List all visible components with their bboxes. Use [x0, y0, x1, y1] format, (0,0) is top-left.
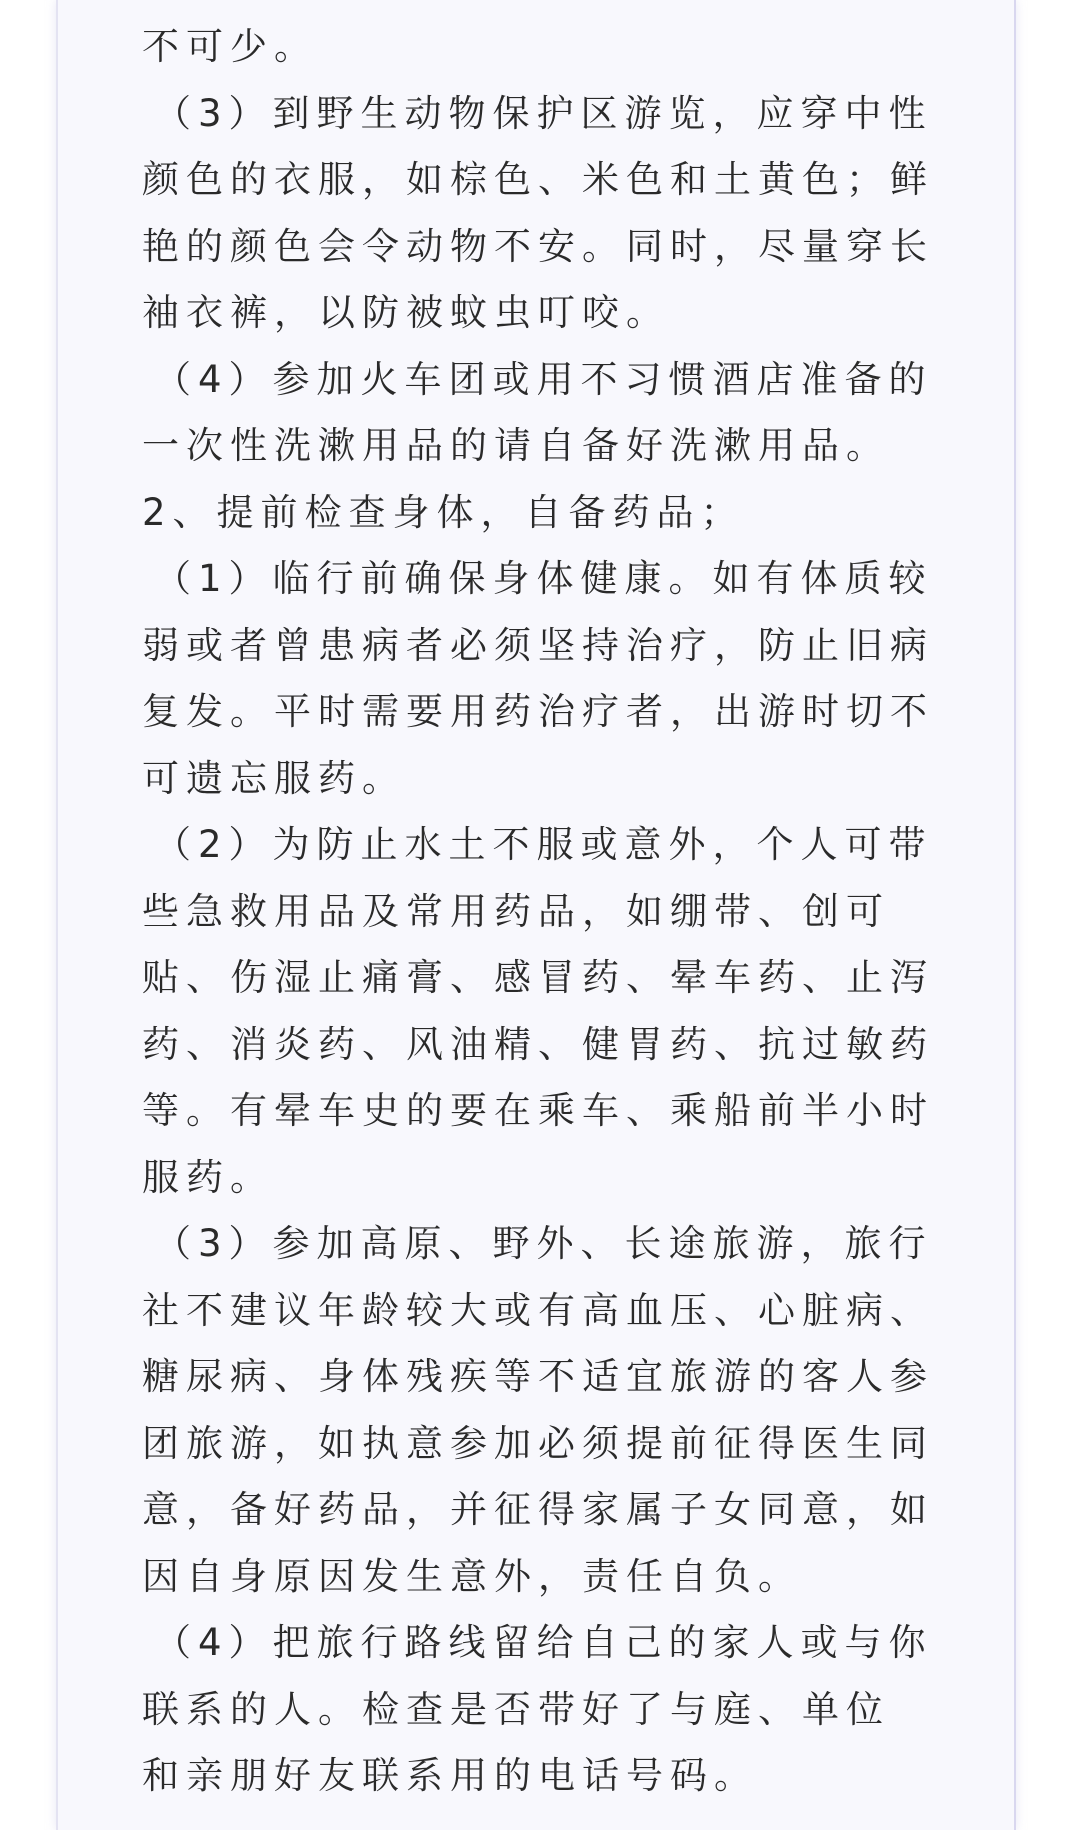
text-line: 些急救用品及常用药品，如绷带、创可: [142, 889, 890, 933]
text-line: 贴、伤湿止痛膏、感冒药、晕车药、止泻: [142, 956, 934, 999]
text-line: 因自身原因发生意外，责任自负。: [142, 1554, 802, 1598]
text-line: 颜色的衣服，如棕色、米色和土黄色；鲜: [142, 158, 934, 201]
text-line: 药、消炎药、风油精、健胃药、抗过敏药: [142, 1022, 934, 1066]
text-line: （4）参加火车团或用不习惯酒店准备的: [154, 357, 933, 401]
text-line: 和亲朋好友联系用的电话号码。: [142, 1754, 758, 1797]
text-line: 糖尿病、身体残疾等不适宜旅游的客人参: [142, 1355, 934, 1398]
text-line: 艳的颜色会令动物不安。同时，尽量穿长: [142, 224, 934, 268]
text-line: 等。有晕车史的要在乘车、乘船前半小时: [142, 1089, 934, 1132]
text-line: 团旅游，如执意参加必须提前征得医生同: [142, 1421, 934, 1465]
article-text: [142, 14, 932, 1810]
text-line: 弱或者曾患病者必须坚持治疗，防止旧病: [142, 623, 934, 667]
text-line: （3）参加高原、野外、长途旅游，旅行: [154, 1222, 933, 1265]
text-line: 意，备好药品，并征得家属子女同意，如: [142, 1488, 934, 1531]
text-line: （4）把旅行路线留给自己的家人或与你: [154, 1621, 933, 1664]
text-line: 一次性洗漱用品的请自备好洗漱用品。: [142, 424, 890, 467]
text-line: （3）到野生动物保护区游览，应穿中性: [154, 91, 933, 135]
text-line: 联系的人。检查是否带好了与庭、单位: [142, 1687, 890, 1731]
text-line: 复发。平时需要用药治疗者，出游时切不: [142, 690, 934, 733]
text-line: 社不建议年龄较大或有高血压、心脏病、: [142, 1288, 934, 1332]
text-line: 2、提前检查身体，自备药品；: [142, 490, 745, 534]
text-line: （1）临行前确保身体健康。如有体质较: [154, 557, 933, 600]
text-line: 袖衣裤，以防被蚊虫叮咬。: [142, 291, 670, 334]
text-line: 服药。: [142, 1155, 274, 1199]
text-line: （2）为防止水土不服或意外，个人可带: [154, 823, 933, 866]
text-line: 不可少。: [142, 25, 318, 68]
text-line: 可遗忘服药。: [142, 756, 406, 800]
